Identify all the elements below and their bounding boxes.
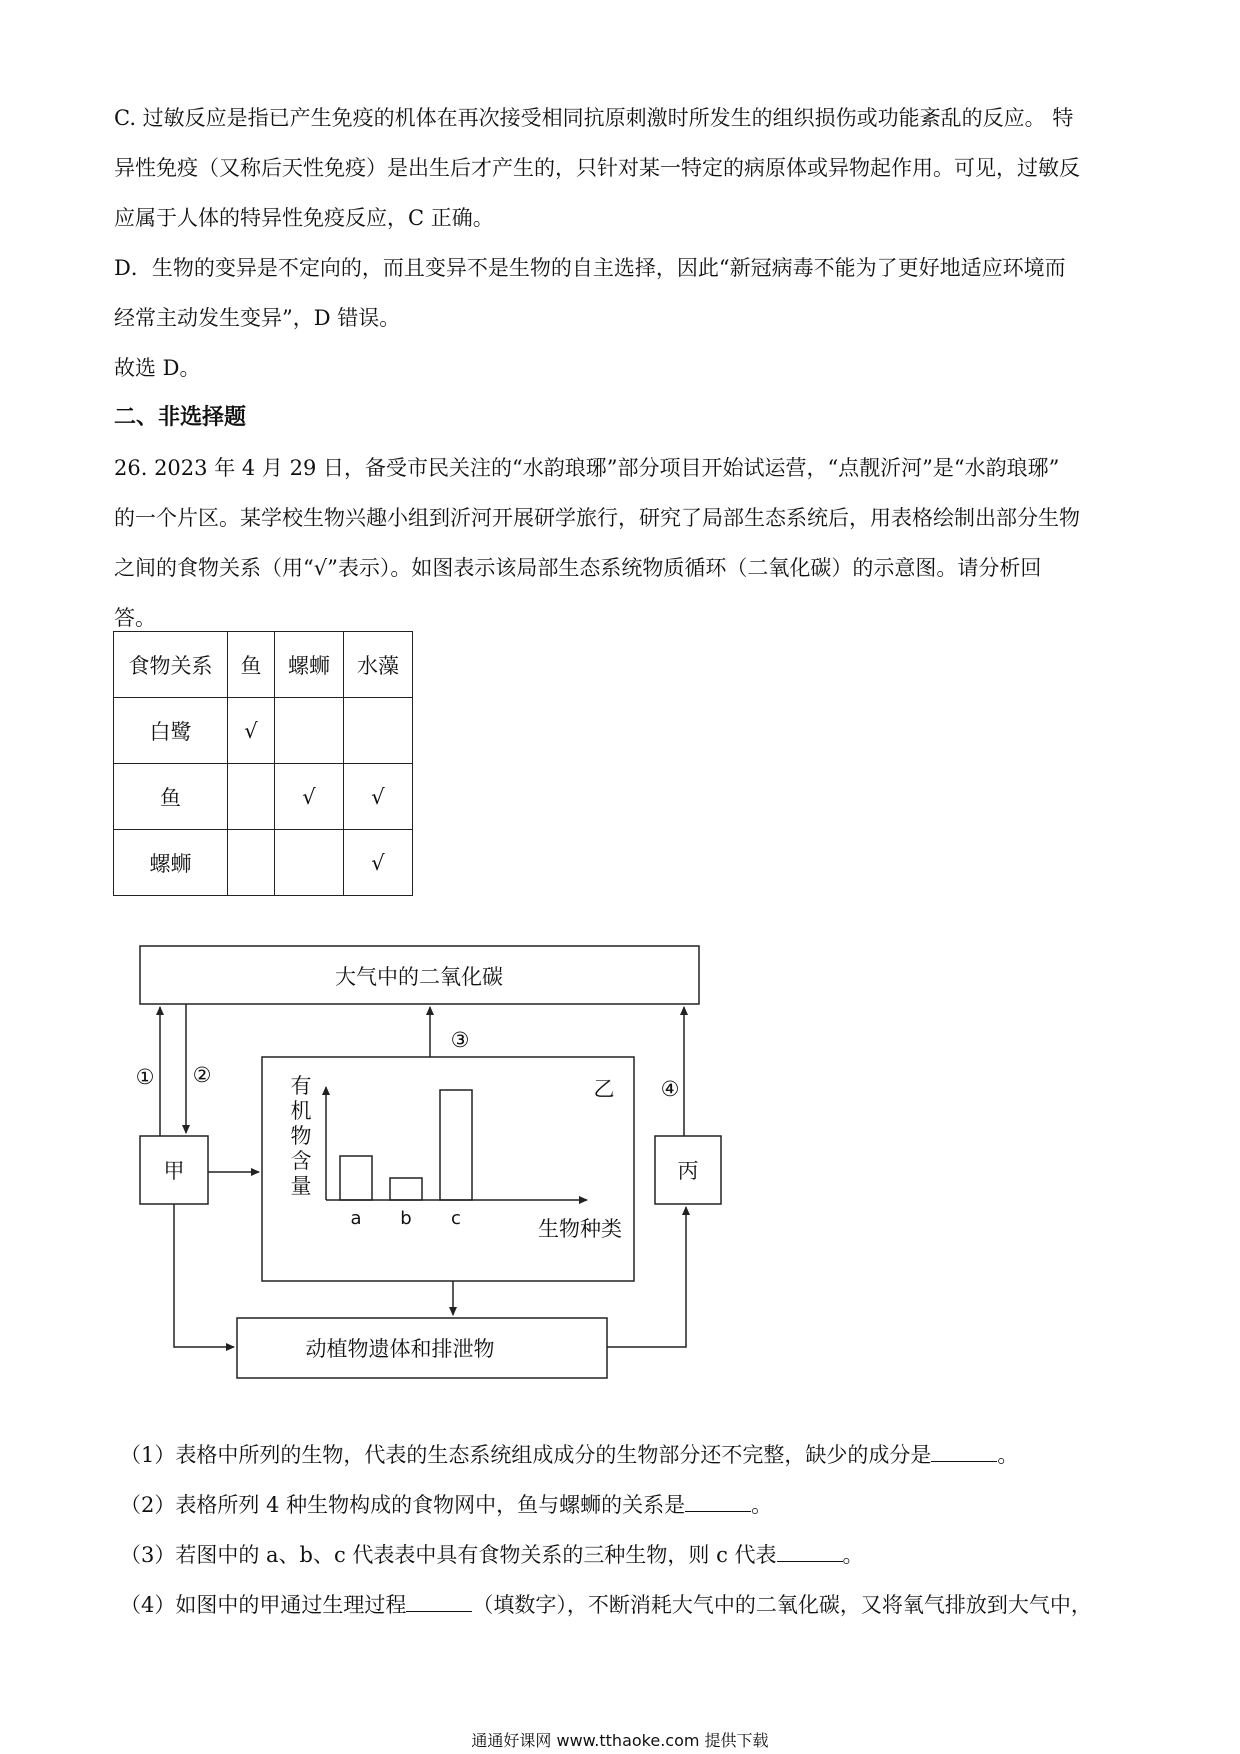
table-header-cell: 食物关系 — [114, 632, 228, 698]
bar-label-b: b — [400, 1208, 412, 1229]
section-title: 二、非选择题 — [114, 405, 247, 430]
option-c-line-2: 异性免疫（又称后天性免疫）是出生后才产生的，只针对某一特定的病原体或异物起作用。可见，过敏反 — [114, 156, 1080, 180]
table-header-cell: 水藻 — [344, 632, 413, 698]
arrow-jia-to-remains — [174, 1204, 234, 1347]
answer-blank[interactable] — [931, 1439, 997, 1462]
question-line-2: 的一个片区。某学校生物兴趣小组到沂河开展研学旅行，研究了局部生态系统后，用表格绘制出部分生物 — [114, 506, 1080, 530]
bar-c — [440, 1090, 472, 1200]
label-1: ① — [135, 1065, 155, 1089]
y-axis-label-char: 有 — [290, 1074, 312, 1098]
y-axis-label-char: 量 — [290, 1174, 312, 1198]
table-cell: √ — [275, 764, 344, 830]
label-4: ④ — [660, 1077, 680, 1101]
option-d-line-1: D．生物的变异是不定向的，而且变异不是生物的自主选择，因此“新冠病毒不能为了更好地适应环境而 — [114, 256, 1066, 280]
table-cell: 鱼 — [114, 764, 228, 830]
table-cell: 螺蛳 — [114, 830, 228, 896]
bar-a — [340, 1156, 372, 1200]
subquestion-1-text: （1）表格中所列的生物，代表的生态系统组成成分的生物部分还不完整，缺少的成分是 — [120, 1443, 932, 1467]
option-c-line-1: C. 过敏反应是指已产生免疫的机体在再次接受相同抗原刺激时所发生的组织损伤或功能紊乱的反应。 特 — [114, 106, 1074, 130]
subquestion-3 — [120, 1530, 1130, 1580]
y-axis-label-char: 机 — [290, 1099, 312, 1123]
option-c-line-3: 应属于人体的特异性免疫反应，C 正确。 — [114, 206, 494, 230]
answer-blank[interactable] — [685, 1489, 751, 1512]
answer-blank[interactable] — [406, 1589, 472, 1612]
table-cell: √ — [228, 698, 275, 764]
label-2: ② — [192, 1063, 212, 1087]
atmosphere-label: 大气中的二氧化碳 — [335, 965, 503, 989]
subquestion-3-text: （3）若图中的 a、b、c 代表表中具有食物关系的三种生物，则 c 代表 — [120, 1543, 777, 1567]
yi-label: 乙 — [593, 1077, 615, 1101]
bar-label-a: a — [350, 1208, 362, 1229]
option-d-line-2: 经常主动发生变异”，D 错误。 — [114, 306, 401, 330]
subquestion-4-end: （填数字），不断消耗大气中的二氧化碳，又将氧气排放到大气中， — [472, 1593, 1092, 1617]
table-header-cell: 鱼 — [228, 632, 275, 698]
table-header-cell: 螺蛳 — [275, 632, 344, 698]
y-axis-label-char: 含 — [290, 1149, 312, 1173]
subquestion-1-end: 。 — [997, 1443, 1019, 1467]
table-cell: 白鹭 — [114, 698, 228, 764]
x-axis-label: 生物种类 — [538, 1217, 622, 1241]
bing-label: 丙 — [677, 1159, 699, 1183]
table-cell: √ — [344, 830, 413, 896]
subquestion-3-end: 。 — [842, 1543, 864, 1567]
remains-label: 动植物遗体和排泄物 — [305, 1337, 495, 1361]
bar-b — [390, 1178, 422, 1200]
subquestion-2-end: 。 — [751, 1493, 773, 1517]
subquestion-4 — [120, 1580, 1130, 1630]
footer-watermark: 通通好课网 www.tthaoke.com 提供下载 — [471, 1731, 769, 1750]
answer-blank[interactable] — [777, 1539, 843, 1562]
subquestion-4-text: （4）如图中的甲通过生理过程 — [120, 1593, 407, 1617]
bar-label-c: c — [451, 1208, 461, 1229]
subquestion-2 — [120, 1480, 1130, 1530]
jia-label: 甲 — [163, 1159, 185, 1183]
y-axis-label-char: 物 — [290, 1124, 312, 1148]
answer-line: 故选 D。 — [114, 356, 201, 380]
question-line-3: 之间的食物关系（用“√”表示）。如图表示该局部生态系统物质循环（二氧化碳）的示意图。请分析回 — [114, 556, 1042, 580]
label-3: ③ — [450, 1028, 470, 1052]
table-cell: √ — [344, 764, 413, 830]
subquestion-1 — [120, 1430, 1130, 1480]
question-line-1: 26. 2023 年 4 月 29 日，备受市民关注的“水韵琅琊”部分项目开始试运营，“点靓沂河”是“水韵琅琊” — [114, 456, 1060, 480]
subquestion-2-text: （2）表格所列 4 种生物构成的食物网中，鱼与螺蛳的关系是 — [120, 1493, 686, 1517]
question-line-4: 答。 — [114, 606, 156, 630]
